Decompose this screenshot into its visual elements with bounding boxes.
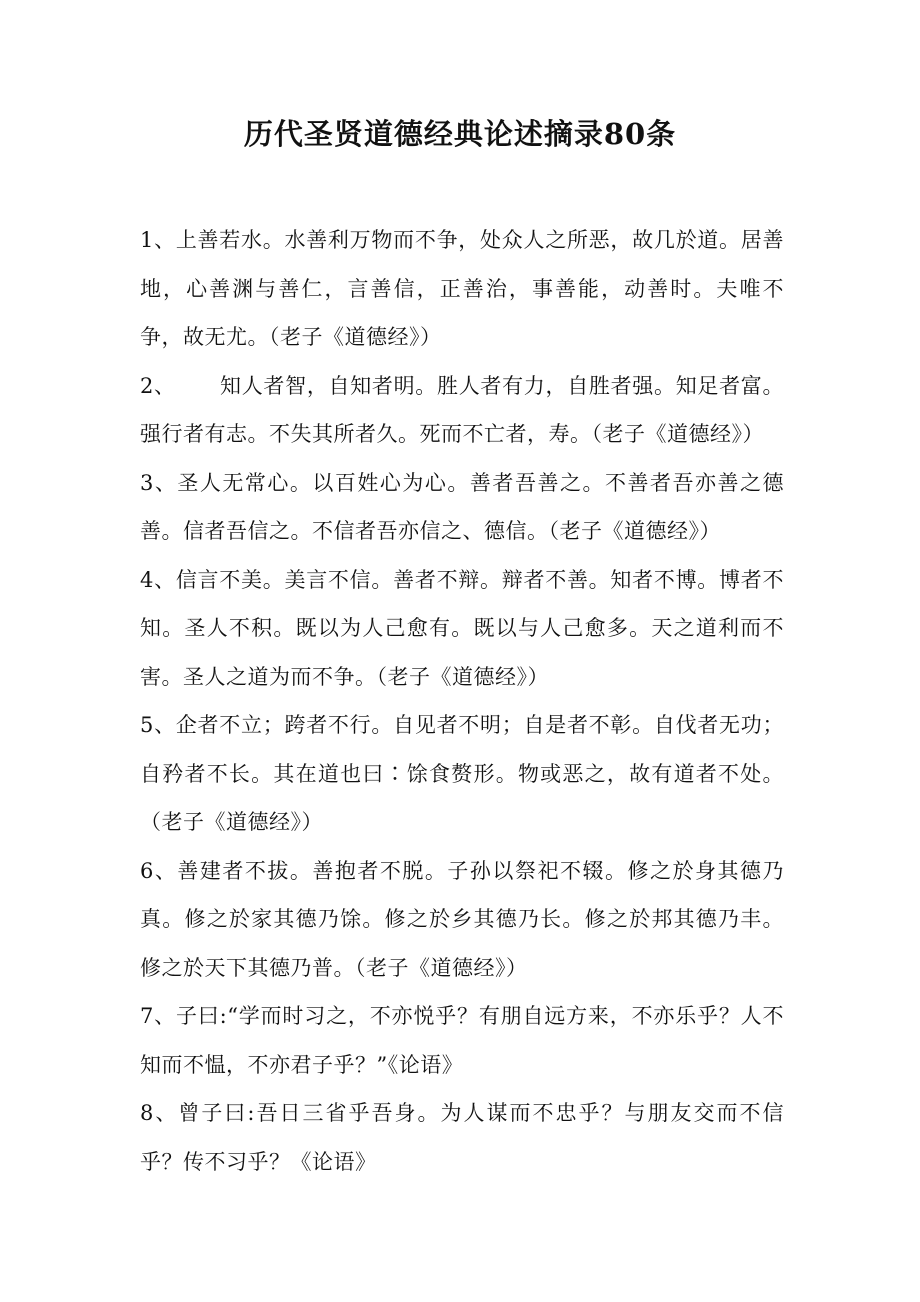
item-number: 6、	[140, 858, 178, 883]
list-item-2	[140, 362, 784, 459]
item-number: 3、	[140, 470, 178, 495]
item-text: 子曰:“学而时习之，不亦悦乎？有朋自远方来，不亦乐乎？人不知而不愠，不亦君子乎？”《论语》	[140, 1004, 784, 1077]
item-number: 7、	[140, 1004, 177, 1028]
item-text: 上善若水。水善利万物而不争，处众人之所恶，故几於道。居善地，心善渊与善仁，言善信，正善治，事善能，动善时。夫唯不争，故无尤。（老子《道德经》）	[140, 228, 784, 349]
document-title: 历代圣贤道德经典论述摘录80条	[243, 117, 677, 151]
list-item-8	[140, 1089, 784, 1186]
document-body	[140, 216, 784, 1186]
list-item-4	[140, 556, 784, 702]
item-number: 4、	[140, 567, 176, 592]
item-text: 善建者不拔。善抱者不脱。子孙以祭祀不辍。修之於身其德乃真。修之於家其德乃馀。修之於乡其德乃长。修之於邦其德乃丰。修之於天下其德乃普。（老子《道德经》）	[140, 858, 784, 980]
list-item-1	[140, 216, 784, 362]
item-text: 圣人无常心。以百姓心为心。善者吾善之。不善者吾亦善之德善。信者吾信之。不信者吾亦信之、德信。（老子《道德经》）	[140, 470, 784, 543]
item-number: 2、	[140, 373, 221, 398]
list-item-3	[140, 459, 784, 556]
item-number: 1、	[140, 228, 176, 252]
list-item-6	[140, 847, 784, 993]
item-text: 企者不立；跨者不行。自见者不明；自是者不彰。自伐者无功；自矜者不长。其在道也曰∶馀食赘形。物或恶之，故有道者不处。（老子《道德经》）	[140, 713, 784, 834]
item-text: 信言不美。美言不信。善者不辩。辩者不善。知者不博。博者不知。圣人不积。既以为人己愈有。既以与人己愈多。天之道利而不害。圣人之道为而不争。（老子《道德经》）	[140, 567, 784, 689]
item-number: 5、	[140, 713, 176, 737]
list-item-5	[140, 701, 784, 847]
item-text: 曾子曰:吾日三省乎吾身。为人谋而不忠乎？与朋友交而不信乎？传不习乎？《论语》	[140, 1101, 784, 1174]
item-number: 8、	[140, 1101, 179, 1125]
list-item-7	[140, 992, 784, 1089]
item-text: 知人者智，自知者明。胜人者有力，自胜者强。知足者富。强行者有志。不失其所者久。死而不亡者，寿。（老子《道德经》）	[140, 373, 784, 446]
